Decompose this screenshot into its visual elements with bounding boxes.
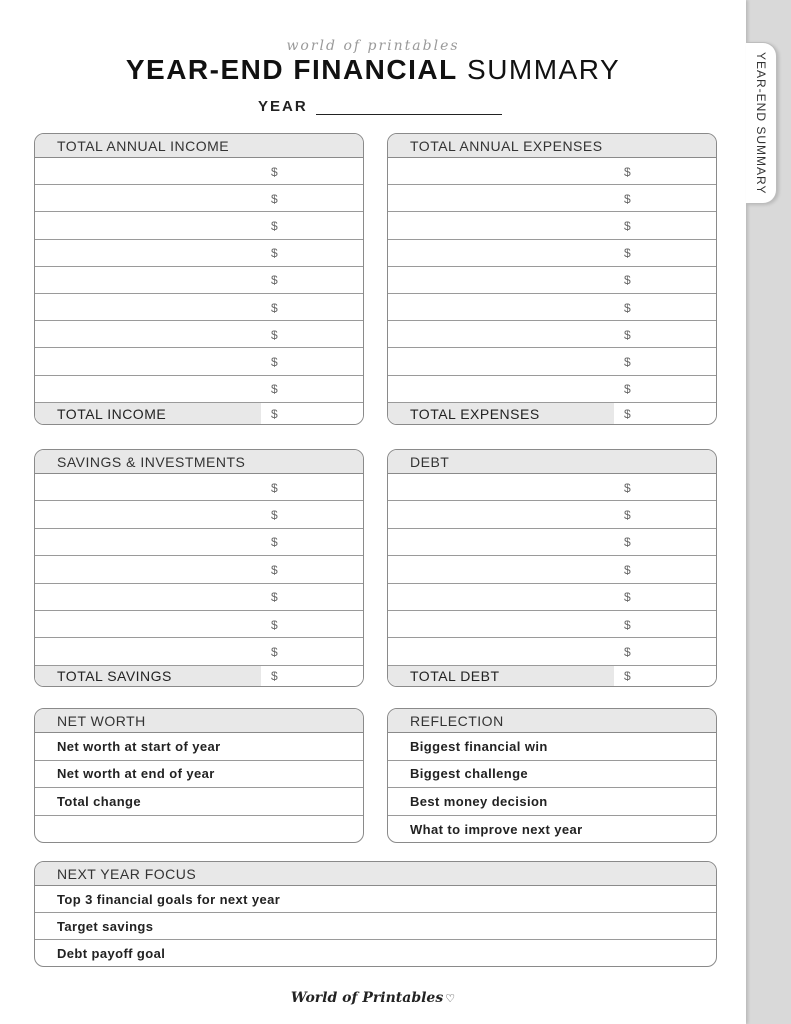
expenses-entry-row[interactable] — [388, 240, 716, 267]
debt-entry-row[interactable] — [388, 584, 716, 611]
savings-entry-row[interactable] — [35, 501, 363, 528]
dollar-sign: $ — [271, 645, 278, 660]
year-label: YEAR — [258, 98, 308, 115]
expenses-section — [387, 133, 717, 425]
expenses-entry-row[interactable] — [388, 321, 716, 348]
dollar-sign: $ — [624, 508, 631, 523]
footer-brand-text: World of Printables — [290, 990, 444, 1006]
dollar-sign: $ — [271, 508, 278, 523]
savings-section — [34, 449, 364, 687]
reflection-section — [387, 708, 717, 843]
expenses-entry-row[interactable] — [388, 267, 716, 294]
heart-icon: ♡ — [445, 992, 456, 1005]
dollar-sign: $ — [271, 327, 278, 342]
dollar-sign: $ — [624, 535, 631, 550]
next_year-item-row[interactable]: Target savings — [35, 913, 716, 940]
dollar-sign: $ — [624, 246, 631, 261]
next_year-item-row[interactable]: Top 3 financial goals for next year — [35, 886, 716, 913]
dollar-sign: $ — [624, 590, 631, 605]
dollar-sign: $ — [624, 218, 631, 233]
brand-script-logo: world of printables — [286, 38, 460, 54]
next_year-header: NEXT YEAR FOCUS — [35, 862, 716, 886]
dollar-sign: $ — [624, 164, 631, 179]
dollar-sign: $ — [271, 590, 278, 605]
dollar-sign: $ — [624, 354, 631, 369]
expenses-entry-row[interactable] — [388, 212, 716, 239]
side-tab-year-end-summary[interactable] — [746, 42, 777, 204]
dollar-sign: $ — [624, 300, 631, 315]
dollar-sign: $ — [624, 480, 631, 495]
debt-header: DEBT — [388, 450, 716, 474]
dollar-sign: $ — [271, 617, 278, 632]
next_year-item-row[interactable]: Debt payoff goal — [57, 946, 166, 961]
reflection-item-row[interactable]: Best money decision — [388, 788, 716, 816]
dollar-sign: $ — [624, 273, 631, 288]
savings-entry-row[interactable] — [35, 556, 363, 583]
expenses-total-row[interactable] — [388, 403, 716, 425]
dollar-sign: $ — [271, 300, 278, 315]
expenses-total-label: TOTAL EXPENSES — [388, 403, 614, 425]
savings-header: SAVINGS & INVESTMENTS — [35, 450, 363, 474]
expenses-entry-row[interactable] — [388, 294, 716, 321]
savings-entry-row[interactable] — [35, 611, 363, 638]
expenses-entry-row[interactable] — [388, 185, 716, 212]
year-field — [258, 98, 502, 115]
dollar-sign: $ — [624, 327, 631, 342]
title-bold: YEAR-END FINANCIAL — [125, 54, 458, 85]
net-worth-section — [34, 708, 364, 843]
dollar-sign: $ — [271, 382, 278, 397]
footer-brand — [0, 990, 746, 1006]
income-header: TOTAL ANNUAL INCOME — [35, 134, 363, 158]
savings-entry-row[interactable] — [35, 474, 363, 501]
debt-entry-row[interactable] — [388, 529, 716, 556]
dollar-sign: $ — [271, 218, 278, 233]
dollar-sign: $ — [271, 406, 278, 421]
dollar-sign: $ — [271, 562, 278, 577]
title-thin: SUMMARY — [467, 54, 621, 85]
side-tab-label: YEAR-END SUMMARY — [754, 51, 768, 195]
reflection-header: REFLECTION — [388, 709, 716, 733]
dollar-sign: $ — [624, 645, 631, 660]
debt-entry-row[interactable] — [388, 556, 716, 583]
net_worth-item-row[interactable] — [35, 816, 363, 844]
debt-section — [387, 449, 717, 687]
income-entry-row[interactable] — [35, 348, 363, 375]
net_worth-header: NET WORTH — [35, 709, 363, 733]
expenses-entry-row[interactable] — [388, 376, 716, 403]
savings-entry-row[interactable] — [35, 584, 363, 611]
expenses-header: TOTAL ANNUAL EXPENSES — [388, 134, 716, 158]
debt-entry-row[interactable] — [388, 501, 716, 528]
income-entry-row[interactable] — [35, 240, 363, 267]
dollar-sign: $ — [271, 535, 278, 550]
income-entry-row[interactable] — [35, 158, 363, 185]
debt-entry-row[interactable] — [388, 638, 716, 665]
income-total-row[interactable] — [35, 403, 363, 425]
income-entry-row[interactable] — [35, 376, 363, 403]
dollar-sign: $ — [624, 191, 631, 206]
reflection-item-row[interactable]: What to improve next year — [410, 821, 583, 837]
dollar-sign: $ — [271, 668, 278, 683]
reflection-item-row[interactable]: Biggest challenge — [388, 761, 716, 789]
dollar-sign: $ — [271, 354, 278, 369]
savings-total-row[interactable] — [35, 666, 363, 686]
debt-total-row[interactable] — [388, 666, 716, 686]
debt-entry-row[interactable] — [388, 474, 716, 501]
income-entry-row[interactable] — [35, 294, 363, 321]
savings-entry-row[interactable] — [35, 529, 363, 556]
income-entry-row[interactable] — [35, 321, 363, 348]
debt-entry-row[interactable] — [388, 611, 716, 638]
dollar-sign: $ — [624, 406, 631, 421]
dollar-sign: $ — [624, 562, 631, 577]
income-entry-row[interactable] — [35, 267, 363, 294]
next-year-focus-section — [34, 861, 717, 967]
dollar-sign: $ — [271, 191, 278, 206]
income-section — [34, 133, 364, 425]
dollar-sign: $ — [271, 480, 278, 495]
income-entry-row[interactable] — [35, 185, 363, 212]
dollar-sign: $ — [624, 382, 631, 397]
net_worth-item-row[interactable]: Net worth at end of year — [35, 761, 363, 789]
reflection-item-row[interactable]: Biggest financial win — [388, 733, 716, 761]
dollar-sign: $ — [271, 164, 278, 179]
savings-total-label: TOTAL SAVINGS — [35, 666, 261, 686]
net_worth-item-row[interactable]: Net worth at start of year — [35, 733, 363, 761]
dollar-sign: $ — [624, 617, 631, 632]
savings-entry-row[interactable] — [35, 638, 363, 665]
dollar-sign: $ — [271, 246, 278, 261]
year-input-line[interactable] — [316, 100, 502, 115]
income-entry-row[interactable] — [35, 212, 363, 239]
dollar-sign: $ — [624, 668, 631, 683]
income-total-label: TOTAL INCOME — [35, 403, 261, 425]
dollar-sign: $ — [271, 273, 278, 288]
net_worth-item-row[interactable]: Total change — [35, 788, 363, 816]
expenses-entry-row[interactable] — [388, 348, 716, 375]
page-title — [0, 54, 746, 86]
debt-total-label: TOTAL DEBT — [388, 666, 614, 686]
expenses-entry-row[interactable] — [388, 158, 716, 185]
